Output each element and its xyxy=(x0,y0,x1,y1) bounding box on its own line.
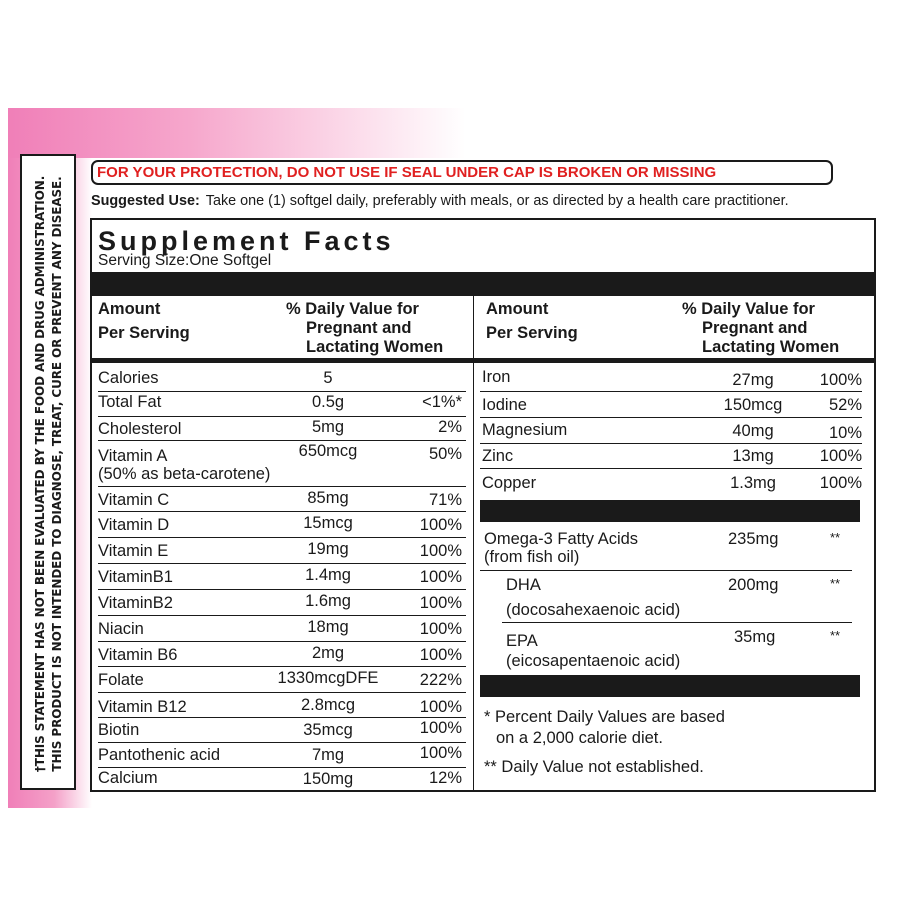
nutrient-name: Magnesium xyxy=(482,421,568,439)
nutrient-dv: 222% xyxy=(419,671,462,689)
nutrient-dv: 100% xyxy=(419,719,462,737)
suggested-use-text: Take one (1) softgel daily, preferably with meals, or as directed by a health care practitioner. xyxy=(205,193,789,209)
nutrient-amount: 2.8mcg xyxy=(300,696,356,714)
nutrient-name: Cholesterol xyxy=(98,420,182,438)
right-amount-header xyxy=(486,300,578,343)
nutrient-dv: 100% xyxy=(419,744,462,762)
nutrient-name: Copper xyxy=(482,474,537,492)
nutrient-row xyxy=(480,418,862,444)
nutrient-dv: 50% xyxy=(428,445,462,463)
nutrient-row xyxy=(98,718,466,743)
nutrient-name: Folate xyxy=(98,671,144,689)
epa-name: EPA xyxy=(506,632,538,650)
nutrient-dv: 100% xyxy=(419,698,462,716)
seal-warning: FOR YOUR PROTECTION, DO NOT USE IF SEAL UNDER CAP IS BROKEN OR MISSING xyxy=(91,160,833,185)
facts-top-bar xyxy=(92,272,874,296)
omega3-amount: 235mg xyxy=(728,530,779,548)
nutrient-row xyxy=(98,368,466,392)
nutrient-name: Niacin xyxy=(98,620,144,638)
dv-line-1: % Daily Value for xyxy=(682,300,815,318)
nutrient-dv: 12% xyxy=(428,769,462,787)
amount-line-2: Per Serving xyxy=(98,324,190,342)
nutrient-name: Biotin xyxy=(98,721,140,739)
nutrient-amount: 13mg xyxy=(732,447,774,465)
dv-line-2: Pregnant and xyxy=(306,319,412,337)
suggested-use xyxy=(91,193,891,209)
nutrient-dv: 100% xyxy=(419,620,462,638)
epa-full-name: (eicosapentaenoic acid) xyxy=(506,652,681,670)
nutrient-dv: 100% xyxy=(819,447,862,465)
dha-dv: ** xyxy=(830,576,841,591)
nutrient-amount: 15mcg xyxy=(303,514,353,532)
nutrient-amount: 0.5g xyxy=(311,393,345,411)
nutrient-row xyxy=(98,768,466,790)
nutrient-amount: 2mg xyxy=(311,644,345,662)
right-header-rule xyxy=(474,358,874,363)
nutrient-dv: 100% xyxy=(819,371,862,389)
nutrient-amount: 150mg xyxy=(302,770,354,788)
nutrient-row xyxy=(98,392,466,417)
nutrient-amount: 19mg xyxy=(307,540,349,558)
nutrient-dv: 71% xyxy=(428,491,462,509)
nutrient-dv: 2% xyxy=(438,418,462,436)
nutrient-amount: 1.4mg xyxy=(305,566,351,584)
nutrient-dv: 10% xyxy=(828,424,862,442)
omega3-name: Omega-3 Fatty Acids xyxy=(484,530,639,548)
omega3-dv: ** xyxy=(830,530,841,545)
nutrient-name: Total Fat xyxy=(98,393,162,411)
nutrient-amount: 7mg xyxy=(311,746,345,764)
nutrient-amount: 5mg xyxy=(311,418,345,436)
amount-line-1: Amount xyxy=(98,300,161,318)
fda-disclaimer-text xyxy=(32,159,66,789)
footnote-percent-line-1: * Percent Daily Values are based xyxy=(484,708,725,726)
nutrient-row xyxy=(480,469,862,499)
nutrient-amount: 35mcg xyxy=(303,721,353,739)
nutrient-amount: 1.3mg xyxy=(730,474,776,492)
nutrient-row xyxy=(98,538,466,564)
omega-rule xyxy=(480,570,852,571)
nutrient-name: VitaminB1 xyxy=(98,568,173,586)
dv-line-1: % Daily Value for xyxy=(286,300,419,318)
nutrient-name: Iron xyxy=(482,368,511,386)
nutrient-name: Vitamin E xyxy=(98,542,169,560)
nutrient-dv: 100% xyxy=(419,516,462,534)
dv-line-3: Lactating Women xyxy=(702,338,840,356)
disclaimer-line-2: THIS PRODUCT IS NOT INTENDED TO DIAGNOSE, TREAT, CURE OR PREVENT ANY DISEASE. xyxy=(50,176,64,772)
nutrient-name: VitaminB2 xyxy=(98,594,173,612)
amount-line-1: Amount xyxy=(486,300,549,318)
nutrient-dv: 100% xyxy=(419,542,462,560)
nutrient-dv: 100% xyxy=(419,646,462,664)
fda-disclaimer-box xyxy=(20,154,76,790)
nutrient-row xyxy=(98,441,466,487)
nutrient-row xyxy=(98,564,466,590)
nutrient-amount: 18mg xyxy=(307,618,349,636)
nutrient-name: Pantothenic acid xyxy=(98,746,221,764)
nutrient-name: Zinc xyxy=(482,447,514,465)
nutrient-subtext: (50% as beta-carotene) xyxy=(98,465,271,483)
nutrient-row xyxy=(480,368,862,392)
nutrient-amount: 5 xyxy=(323,369,333,387)
nutrient-row xyxy=(98,590,466,616)
nutrient-name: Calories xyxy=(98,369,159,387)
dv-line-2: Pregnant and xyxy=(702,319,808,337)
nutrient-dv: 52% xyxy=(828,396,862,414)
dv-line-3: Lactating Women xyxy=(306,338,444,356)
nutrient-dv: <1%* xyxy=(422,393,462,411)
nutrient-row xyxy=(98,743,466,768)
nutrient-row xyxy=(98,417,466,441)
dha-rule xyxy=(502,622,852,623)
supplement-facts-panel xyxy=(90,218,876,792)
epa-amount: 35mg xyxy=(734,628,776,646)
amount-line-2: Per Serving xyxy=(486,324,578,342)
suggested-use-label: Suggested Use: xyxy=(91,193,200,209)
nutrient-name: Vitamin D xyxy=(98,516,170,534)
omega3-source: (from fish oil) xyxy=(484,548,580,566)
nutrient-row xyxy=(98,487,466,512)
nutrient-name: Vitamin A xyxy=(98,447,168,465)
right-separator-bar xyxy=(480,675,860,697)
disclaimer-line-1: †THIS STATEMENT HAS NOT BEEN EVALUATED BY THE FOOD AND DRUG ADMINISTRATION. xyxy=(33,175,47,773)
nutrient-dv: 100% xyxy=(419,594,462,612)
footnote-percent-line-2: on a 2,000 calorie diet. xyxy=(496,729,663,747)
nutrient-row xyxy=(480,392,862,418)
epa-dv: ** xyxy=(830,628,841,643)
nutrient-name: Calcium xyxy=(98,769,158,787)
dha-full-name: (docosahexaenoic acid) xyxy=(506,601,681,619)
facts-title: Supplement Facts xyxy=(98,226,395,256)
right-separator-bar xyxy=(480,500,860,522)
nutrient-amount: 85mg xyxy=(307,489,349,507)
nutrient-name: Vitamin B12 xyxy=(98,698,187,716)
pink-gradient-band xyxy=(8,108,528,158)
nutrient-row xyxy=(98,642,466,667)
dha-amount: 200mg xyxy=(728,576,779,594)
nutrient-dv: 100% xyxy=(819,474,862,492)
nutrient-amount: 1.6mg xyxy=(305,592,351,610)
nutrient-row xyxy=(98,693,466,718)
nutrient-row xyxy=(98,512,466,538)
nutrient-amount: 1330mcgDFE xyxy=(277,669,379,687)
nutrient-row xyxy=(98,616,466,642)
left-header-rule xyxy=(92,358,473,363)
nutrient-name: Vitamin B6 xyxy=(98,646,178,664)
nutrient-amount: 150mcg xyxy=(723,396,783,414)
serving-size: Serving Size:One Softgel xyxy=(98,252,272,269)
nutrient-name: Iodine xyxy=(482,396,527,414)
nutrient-amount: 650mcg xyxy=(298,442,358,460)
nutrient-dv: 100% xyxy=(419,568,462,586)
nutrient-amount: 40mg xyxy=(732,422,774,440)
footnote-dv-not-established: ** Daily Value not established. xyxy=(484,758,704,776)
nutrient-amount: 27mg xyxy=(732,371,774,389)
dha-name: DHA xyxy=(506,576,541,594)
nutrient-name: Vitamin C xyxy=(98,491,170,509)
right-dv-header xyxy=(682,300,839,357)
left-amount-header xyxy=(98,300,190,343)
nutrient-row xyxy=(480,444,862,469)
column-divider xyxy=(473,296,474,792)
left-dv-header xyxy=(286,300,443,357)
nutrient-row xyxy=(98,667,466,693)
